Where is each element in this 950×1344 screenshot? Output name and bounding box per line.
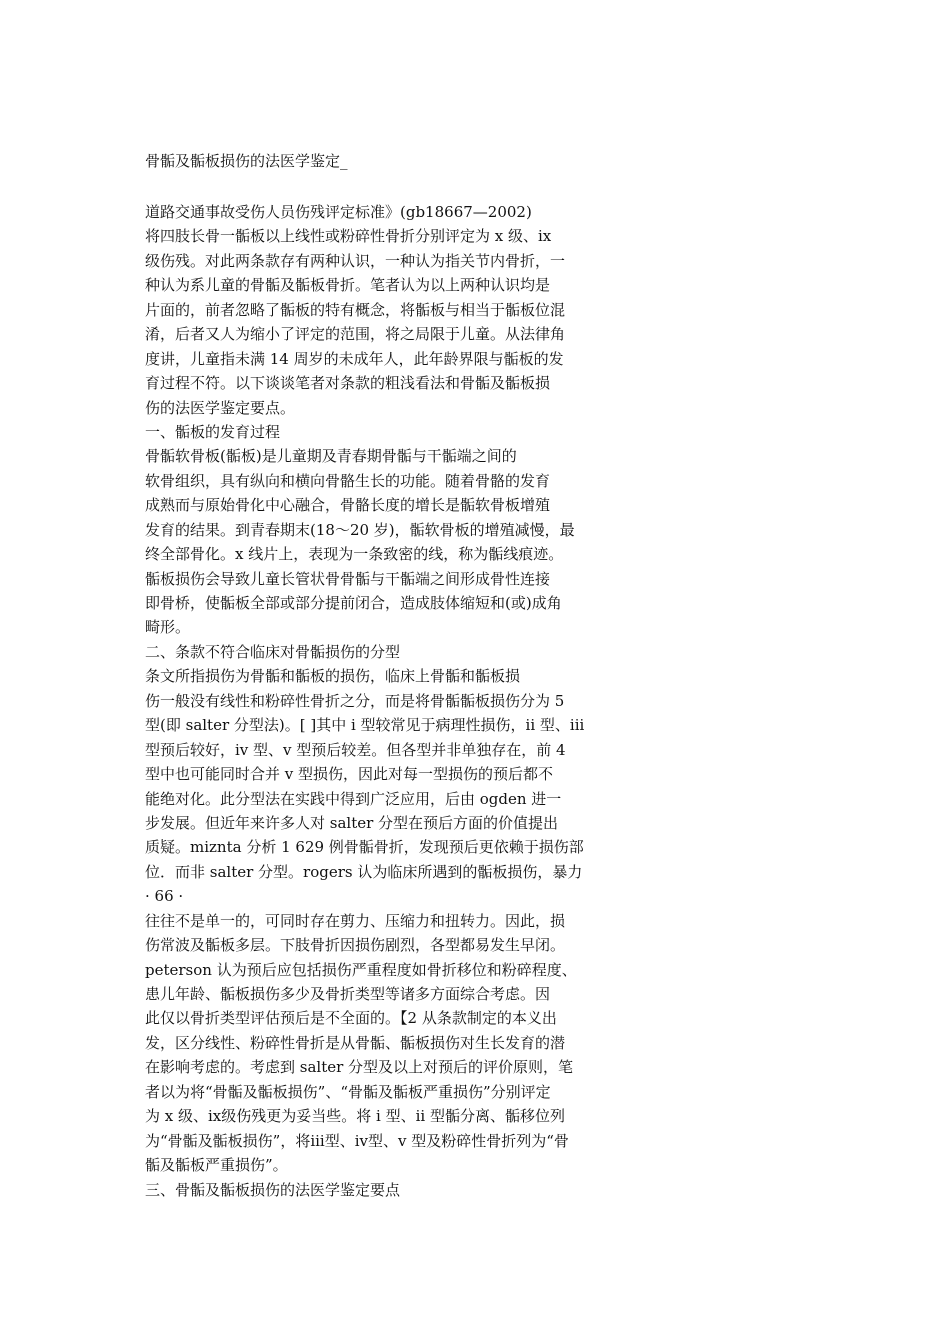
- body-line: 质疑。miznta 分析 1 629 例骨骺骨折，发现预后更依赖于损伤部: [145, 838, 584, 857]
- body-line: 为“骨骺及骺板损伤”，将iii型、iv型、v 型及粉碎性骨折列为“骨: [145, 1131, 569, 1150]
- body-line: 骺及骺板严重损伤”。: [145, 1156, 288, 1175]
- body-line: 成熟而与原始骨化中心融合，骨骼长度的增长是骺软骨板增殖: [145, 496, 551, 515]
- body-line: 步发展。但近年来许多人对 salter 分型在预后方面的价值提出: [145, 813, 559, 832]
- body-line: 能绝对化。此分型法在实践中得到广泛应用，后由 ogden 进一: [145, 789, 562, 808]
- section-heading-2: 二、条款不符合临床对骨骺损伤的分型: [145, 642, 401, 661]
- body-line: 型预后较好，iv 型、v 型预后较差。但各型并非单独存在，前 4: [145, 740, 566, 759]
- body-line: 位．而非 salter 分型。rogers 认为临床所遇到的骺板损伤，暴力: [145, 862, 583, 881]
- body-line: 患儿年龄、骺板损伤多少及骨折类型等诸多方面综合考虑。因: [145, 985, 551, 1003]
- body-line: 为 x 级、ix级伤残更为妥当些。将 i 型、ii 型骺分离、骺移位列: [145, 1107, 565, 1126]
- body-line: 将四肢长骨一骺板以上线性或粉碎性骨折分别评定为 x 级、ix: [145, 227, 552, 246]
- body-line: 型中也可能同时合并 v 型损伤，因此对每一型损伤的预后都不: [145, 765, 554, 784]
- document-title: 骨骺及骺板损伤的法医学鉴定_: [145, 152, 348, 170]
- body-line: 者以为将“骨骺及骺板损伤”、“骨骺及骺板严重损伤”分别评定: [145, 1082, 551, 1101]
- body-line: 道路交通事故受伤人员伤残评定标准》(gb18667—2002): [145, 203, 532, 221]
- section-heading-1: 一、骺板的发育过程: [145, 422, 281, 441]
- body-line: 级伤残。对此两条款存有两种认识，一种认为指关节内骨折，一: [145, 251, 566, 270]
- body-line: 畸形。: [145, 618, 191, 637]
- body-line: 种认为系儿童的骨骺及骺板骨折。笔者认为以上两种认识均是: [145, 276, 551, 295]
- document-body: [145, 200, 865, 1202]
- page-number: · 66 ·: [145, 887, 184, 906]
- body-line: 此仅以骨折类型评估预后是不全面的。【2 从条款制定的本义出: [145, 1009, 557, 1028]
- body-line: peterson 认为预后应包括损伤严重程度如骨折移位和粉碎程度、: [145, 960, 577, 979]
- body-line: 软骨组织，具有纵向和横向骨骼生长的功能。随着骨骼的发育: [145, 471, 551, 490]
- body-line: 伤一般没有线性和粉碎性骨折之分，而是将骨骺骺板损伤分为 5: [145, 691, 565, 710]
- body-line: 骨骺软骨板(骺板)是儿童期及青春期骨骺与干骺端之间的: [145, 447, 517, 466]
- body-line: 型(即 salter 分型法)。[ ]其中 i 型较常见于病理性损伤，ii 型、iii: [145, 716, 585, 735]
- body-line: 片面的，前者忽略了骺板的特有概念，将骺板与相当于骺板位混: [145, 300, 566, 319]
- body-line: 淆，后者又人为缩小了评定的范围，将之局限于儿童。从法律角: [145, 325, 566, 344]
- body-line: 育过程不符。以下谈谈笔者对条款的粗浅看法和骨骺及骺板损: [145, 374, 551, 393]
- body-line: 度讲，儿童指未满 14 周岁的未成年人，此年龄界限与骺板的发: [145, 349, 564, 368]
- body-line: 往往不是单一的，可同时存在剪力、压缩力和扭转力。因此，损: [145, 911, 566, 930]
- body-line: 终全部骨化。x 线片上，表现为一条致密的线，称为骺线痕迹。: [145, 545, 564, 564]
- body-line: 条文所指损伤为骨骺和骺板的损伤，临床上骨骺和骺板损: [145, 667, 521, 686]
- body-line: 骺板损伤会导致儿童长管状骨骨骺与干骺端之间形成骨性连接: [145, 569, 551, 588]
- body-line: 发，区分线性、粉碎性骨折是从骨骺、骺板损伤对生长发育的潜: [145, 1033, 566, 1052]
- body-line: 在影响考虑的。考虑到 salter 分型及以上对预后的评价原则，笔: [145, 1058, 574, 1077]
- body-line: 即骨桥，使骺板全部或部分提前闭合，造成肢体缩短和(或)成角: [145, 594, 562, 612]
- body-line: 伤的法医学鉴定要点。: [145, 398, 296, 417]
- body-line: 发育的结果。到青春期末(18～20 岁)，骺软骨板的增殖减慢，最: [145, 520, 575, 539]
- section-heading-3: 三、骨骺及骺板损伤的法医学鉴定要点: [145, 1180, 401, 1199]
- body-line: 伤常波及骺板多层。下肢骨折因损伤剧烈，各型都易发生早闭。: [145, 936, 566, 955]
